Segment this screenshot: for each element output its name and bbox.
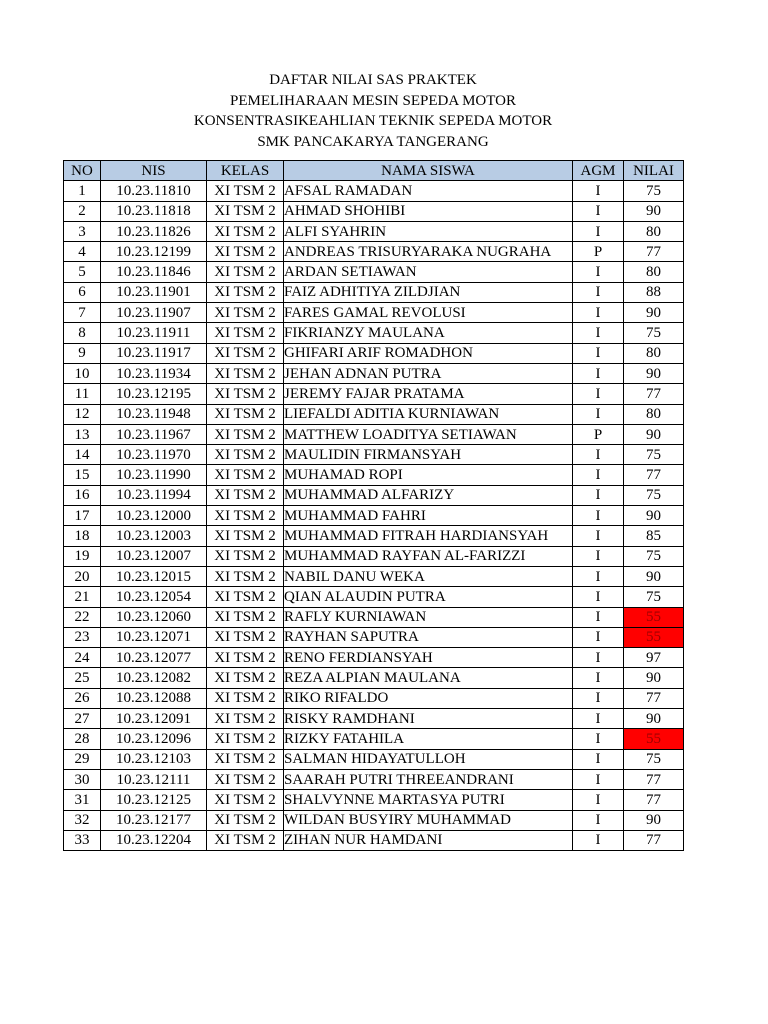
title-line-4: SMK PANCAKARYA TANGERANG	[257, 133, 489, 150]
cell-nilai: 80	[624, 221, 684, 241]
cell-kelas: XI TSM 2	[207, 790, 284, 810]
table-row	[64, 485, 684, 505]
cell-nilai: 80	[624, 404, 684, 424]
cell-kelas: XI TSM 2	[207, 648, 284, 668]
cell-kelas: XI TSM 2	[207, 485, 284, 505]
cell-kelas: XI TSM 2	[207, 526, 284, 546]
cell-agm: I	[573, 323, 624, 343]
cell-nilai: 90	[624, 424, 684, 444]
cell-agm: I	[573, 282, 624, 302]
cell-nilai: 75	[624, 546, 684, 566]
cell-nis: 10.23.11970	[101, 445, 207, 465]
cell-agm: I	[573, 303, 624, 323]
cell-nama-siswa: LIEFALDI ADITIA KURNIAWAN	[284, 404, 573, 424]
cell-no: 11	[64, 384, 101, 404]
table-row	[64, 830, 684, 850]
cell-no: 10	[64, 363, 101, 383]
cell-nis: 10.23.12082	[101, 668, 207, 688]
cell-nama-siswa: FAIZ ADHITIYA ZILDJIAN	[284, 282, 573, 302]
cell-nilai: 90	[624, 303, 684, 323]
cell-nama-siswa: SALMAN HIDAYATULLOH	[284, 749, 573, 769]
cell-nama-siswa: RIKO RIFALDO	[284, 688, 573, 708]
cell-nama-siswa: MUHAMMAD FAHRI	[284, 506, 573, 526]
table-row	[64, 627, 684, 647]
table-row	[64, 404, 684, 424]
cell-no: 21	[64, 587, 101, 607]
cell-nama-siswa: MUHAMMAD RAYFAN AL-FARIZZI	[284, 546, 573, 566]
cell-no: 23	[64, 627, 101, 647]
cell-nilai: 55	[624, 607, 684, 627]
document-title	[0, 70, 746, 152]
cell-nis: 10.23.11901	[101, 282, 207, 302]
cell-nama-siswa: RAFLY KURNIAWAN	[284, 607, 573, 627]
cell-nis: 10.23.11934	[101, 363, 207, 383]
cell-nilai: 85	[624, 526, 684, 546]
table-row	[64, 424, 684, 444]
cell-kelas: XI TSM 2	[207, 303, 284, 323]
cell-kelas: XI TSM 2	[207, 587, 284, 607]
column-header-agm: AGM	[573, 161, 624, 181]
table-row	[64, 607, 684, 627]
cell-nis: 10.23.11818	[101, 201, 207, 221]
cell-no: 27	[64, 709, 101, 729]
cell-nama-siswa: MATTHEW LOADITYA SETIAWAN	[284, 424, 573, 444]
cell-nama-siswa: MUHAMMAD ALFARIZY	[284, 485, 573, 505]
table-row	[64, 566, 684, 586]
table-header	[64, 161, 684, 181]
cell-nilai: 77	[624, 790, 684, 810]
table-row	[64, 221, 684, 241]
cell-nilai: 75	[624, 587, 684, 607]
table-row	[64, 790, 684, 810]
cell-no: 14	[64, 445, 101, 465]
cell-nilai: 90	[624, 201, 684, 221]
cell-no: 16	[64, 485, 101, 505]
cell-agm: I	[573, 485, 624, 505]
cell-nama-siswa: MUHAMMAD FITRAH HARDIANSYAH	[284, 526, 573, 546]
cell-kelas: XI TSM 2	[207, 709, 284, 729]
cell-nama-siswa: WILDAN BUSYIRY MUHAMMAD	[284, 810, 573, 830]
cell-nama-siswa: SAARAH PUTRI THREEANDRANI	[284, 769, 573, 789]
cell-agm: I	[573, 384, 624, 404]
table-row	[64, 769, 684, 789]
table-body	[64, 181, 684, 851]
cell-nama-siswa: NABIL DANU WEKA	[284, 566, 573, 586]
cell-nis: 10.23.12088	[101, 688, 207, 708]
column-header-nis: NIS	[101, 161, 207, 181]
cell-nis: 10.23.12111	[101, 769, 207, 789]
cell-kelas: XI TSM 2	[207, 769, 284, 789]
cell-nama-siswa: JEHAN ADNAN PUTRA	[284, 363, 573, 383]
cell-agm: I	[573, 790, 624, 810]
cell-nama-siswa: RIZKY FATAHILA	[284, 729, 573, 749]
cell-nis: 10.23.12015	[101, 566, 207, 586]
cell-nama-siswa: AHMAD SHOHIBI	[284, 201, 573, 221]
table-row	[64, 688, 684, 708]
cell-nis: 10.23.12091	[101, 709, 207, 729]
cell-no: 20	[64, 566, 101, 586]
cell-nis: 10.23.11967	[101, 424, 207, 444]
cell-agm: I	[573, 627, 624, 647]
cell-agm: I	[573, 445, 624, 465]
cell-nama-siswa: ZIHAN NUR HAMDANI	[284, 830, 573, 850]
cell-agm: I	[573, 181, 624, 201]
cell-kelas: XI TSM 2	[207, 343, 284, 363]
cell-nilai: 77	[624, 830, 684, 850]
title-line-1: DAFTAR NILAI SAS PRAKTEK	[269, 72, 477, 88]
cell-nilai: 77	[624, 384, 684, 404]
cell-kelas: XI TSM 2	[207, 262, 284, 282]
cell-nama-siswa: ARDAN SETIAWAN	[284, 262, 573, 282]
cell-kelas: XI TSM 2	[207, 445, 284, 465]
cell-nama-siswa: REZA ALPIAN MAULANA	[284, 668, 573, 688]
cell-no: 3	[64, 221, 101, 241]
cell-no: 2	[64, 201, 101, 221]
cell-no: 26	[64, 688, 101, 708]
cell-nilai: 75	[624, 181, 684, 201]
table-row	[64, 445, 684, 465]
cell-nama-siswa: MUHAMAD ROPI	[284, 465, 573, 485]
cell-agm: I	[573, 587, 624, 607]
cell-nilai: 75	[624, 749, 684, 769]
cell-kelas: XI TSM 2	[207, 181, 284, 201]
cell-kelas: XI TSM 2	[207, 749, 284, 769]
cell-nama-siswa: QIAN ALAUDIN PUTRA	[284, 587, 573, 607]
cell-nis: 10.23.12077	[101, 648, 207, 668]
cell-agm: I	[573, 830, 624, 850]
cell-nilai: 90	[624, 506, 684, 526]
table-row	[64, 343, 684, 363]
cell-nis: 10.23.11948	[101, 404, 207, 424]
cell-kelas: XI TSM 2	[207, 627, 284, 647]
cell-no: 17	[64, 506, 101, 526]
cell-nilai: 77	[624, 242, 684, 262]
cell-nis: 10.23.12054	[101, 587, 207, 607]
cell-nilai: 80	[624, 343, 684, 363]
cell-agm: I	[573, 810, 624, 830]
cell-nis: 10.23.12103	[101, 749, 207, 769]
cell-nama-siswa: GHIFARI ARIF ROMADHON	[284, 343, 573, 363]
table-row	[64, 526, 684, 546]
column-header-nilai: NILAI	[624, 161, 684, 181]
cell-nis: 10.23.11994	[101, 485, 207, 505]
cell-agm: I	[573, 729, 624, 749]
table-row	[64, 262, 684, 282]
cell-no: 30	[64, 769, 101, 789]
cell-nis: 10.23.11826	[101, 221, 207, 241]
cell-kelas: XI TSM 2	[207, 688, 284, 708]
cell-nis: 10.23.12195	[101, 384, 207, 404]
cell-nilai: 88	[624, 282, 684, 302]
table-row	[64, 303, 684, 323]
cell-nilai: 75	[624, 485, 684, 505]
table-row	[64, 465, 684, 485]
cell-agm: P	[573, 242, 624, 262]
cell-nis: 10.23.12096	[101, 729, 207, 749]
cell-agm: I	[573, 546, 624, 566]
table-row	[64, 201, 684, 221]
cell-nilai: 77	[624, 688, 684, 708]
table-row	[64, 506, 684, 526]
cell-no: 15	[64, 465, 101, 485]
cell-nis: 10.23.12060	[101, 607, 207, 627]
cell-nis: 10.23.11917	[101, 343, 207, 363]
cell-nama-siswa: MAULIDIN FIRMANSYAH	[284, 445, 573, 465]
cell-nilai: 97	[624, 648, 684, 668]
table-row	[64, 242, 684, 262]
cell-nama-siswa: AFSAL RAMADAN	[284, 181, 573, 201]
cell-kelas: XI TSM 2	[207, 810, 284, 830]
cell-kelas: XI TSM 2	[207, 404, 284, 424]
cell-agm: I	[573, 566, 624, 586]
cell-no: 6	[64, 282, 101, 302]
cell-nis: 10.23.12007	[101, 546, 207, 566]
table-row	[64, 282, 684, 302]
title-line-2: PEMELIHARAAN MESIN SEPEDA MOTOR	[230, 92, 516, 109]
table-row	[64, 668, 684, 688]
cell-agm: I	[573, 749, 624, 769]
cell-agm: I	[573, 769, 624, 789]
cell-kelas: XI TSM 2	[207, 384, 284, 404]
table-row	[64, 546, 684, 566]
cell-no: 24	[64, 648, 101, 668]
cell-agm: I	[573, 465, 624, 485]
cell-nama-siswa: FARES GAMAL REVOLUSI	[284, 303, 573, 323]
cell-agm: I	[573, 201, 624, 221]
cell-agm: I	[573, 688, 624, 708]
cell-nilai: 77	[624, 465, 684, 485]
cell-no: 7	[64, 303, 101, 323]
title-line-3: KONSENTRASIKEAHLIAN TEKNIK SEPEDA MOTOR	[193, 113, 553, 129]
cell-nama-siswa: RISKY RAMDHANI	[284, 709, 573, 729]
cell-nama-siswa: ALFI SYAHRIN	[284, 221, 573, 241]
cell-kelas: XI TSM 2	[207, 323, 284, 343]
cell-kelas: XI TSM 2	[207, 830, 284, 850]
column-header-nama-siswa: NAMA SISWA	[284, 161, 573, 181]
cell-no: 29	[64, 749, 101, 769]
cell-nis: 10.23.11907	[101, 303, 207, 323]
cell-nis: 10.23.12071	[101, 627, 207, 647]
cell-nis: 10.23.12177	[101, 810, 207, 830]
table-row	[64, 323, 684, 343]
cell-no: 25	[64, 668, 101, 688]
cell-no: 31	[64, 790, 101, 810]
cell-agm: I	[573, 404, 624, 424]
cell-nilai: 75	[624, 323, 684, 343]
cell-agm: I	[573, 506, 624, 526]
cell-kelas: XI TSM 2	[207, 546, 284, 566]
cell-nis: 10.23.11846	[101, 262, 207, 282]
cell-no: 5	[64, 262, 101, 282]
cell-nilai: 90	[624, 709, 684, 729]
cell-kelas: XI TSM 2	[207, 729, 284, 749]
table-row	[64, 587, 684, 607]
table-row	[64, 749, 684, 769]
cell-nama-siswa: RENO FERDIANSYAH	[284, 648, 573, 668]
table-row	[64, 181, 684, 201]
cell-nis: 10.23.12003	[101, 526, 207, 546]
column-header-kelas: KELAS	[207, 161, 284, 181]
cell-nilai: 90	[624, 363, 684, 383]
table-row	[64, 729, 684, 749]
cell-kelas: XI TSM 2	[207, 242, 284, 262]
cell-agm: P	[573, 424, 624, 444]
cell-kelas: XI TSM 2	[207, 668, 284, 688]
grades-table	[63, 160, 684, 851]
cell-nilai: 77	[624, 769, 684, 789]
table-row	[64, 384, 684, 404]
cell-no: 4	[64, 242, 101, 262]
cell-no: 32	[64, 810, 101, 830]
cell-nis: 10.23.12125	[101, 790, 207, 810]
cell-no: 18	[64, 526, 101, 546]
cell-kelas: XI TSM 2	[207, 506, 284, 526]
cell-nama-siswa: ANDREAS TRISURYARAKA NUGRAHA	[284, 242, 573, 262]
cell-agm: I	[573, 607, 624, 627]
table-row	[64, 810, 684, 830]
cell-no: 13	[64, 424, 101, 444]
cell-agm: I	[573, 363, 624, 383]
cell-nilai: 90	[624, 668, 684, 688]
cell-no: 22	[64, 607, 101, 627]
cell-agm: I	[573, 648, 624, 668]
cell-nilai: 80	[624, 262, 684, 282]
cell-kelas: XI TSM 2	[207, 566, 284, 586]
cell-nama-siswa: FIKRIANZY MAULANA	[284, 323, 573, 343]
cell-kelas: XI TSM 2	[207, 363, 284, 383]
cell-nama-siswa: RAYHAN SAPUTRA	[284, 627, 573, 647]
cell-agm: I	[573, 262, 624, 282]
cell-nilai: 75	[624, 445, 684, 465]
cell-nis: 10.23.12199	[101, 242, 207, 262]
cell-nilai: 90	[624, 810, 684, 830]
cell-no: 8	[64, 323, 101, 343]
cell-agm: I	[573, 343, 624, 363]
cell-agm: I	[573, 221, 624, 241]
cell-kelas: XI TSM 2	[207, 221, 284, 241]
cell-nama-siswa: SHALVYNNE MARTASYA PUTRI	[284, 790, 573, 810]
cell-no: 33	[64, 830, 101, 850]
cell-no: 28	[64, 729, 101, 749]
header-row	[64, 161, 684, 181]
cell-nis: 10.23.12000	[101, 506, 207, 526]
cell-nilai: 90	[624, 566, 684, 586]
cell-agm: I	[573, 709, 624, 729]
cell-agm: I	[573, 526, 624, 546]
cell-kelas: XI TSM 2	[207, 607, 284, 627]
cell-nis: 10.23.12204	[101, 830, 207, 850]
table-row	[64, 363, 684, 383]
column-header-no: NO	[64, 161, 101, 181]
cell-kelas: XI TSM 2	[207, 282, 284, 302]
cell-no: 1	[64, 181, 101, 201]
cell-nilai: 55	[624, 627, 684, 647]
cell-no: 19	[64, 546, 101, 566]
cell-nilai: 55	[624, 729, 684, 749]
cell-agm: I	[573, 668, 624, 688]
cell-nama-siswa: JEREMY FAJAR PRATAMA	[284, 384, 573, 404]
cell-nis: 10.23.11810	[101, 181, 207, 201]
table-row	[64, 709, 684, 729]
cell-no: 9	[64, 343, 101, 363]
cell-nis: 10.23.11990	[101, 465, 207, 485]
cell-no: 12	[64, 404, 101, 424]
cell-nis: 10.23.11911	[101, 323, 207, 343]
table-row	[64, 648, 684, 668]
cell-kelas: XI TSM 2	[207, 424, 284, 444]
cell-kelas: XI TSM 2	[207, 465, 284, 485]
cell-kelas: XI TSM 2	[207, 201, 284, 221]
